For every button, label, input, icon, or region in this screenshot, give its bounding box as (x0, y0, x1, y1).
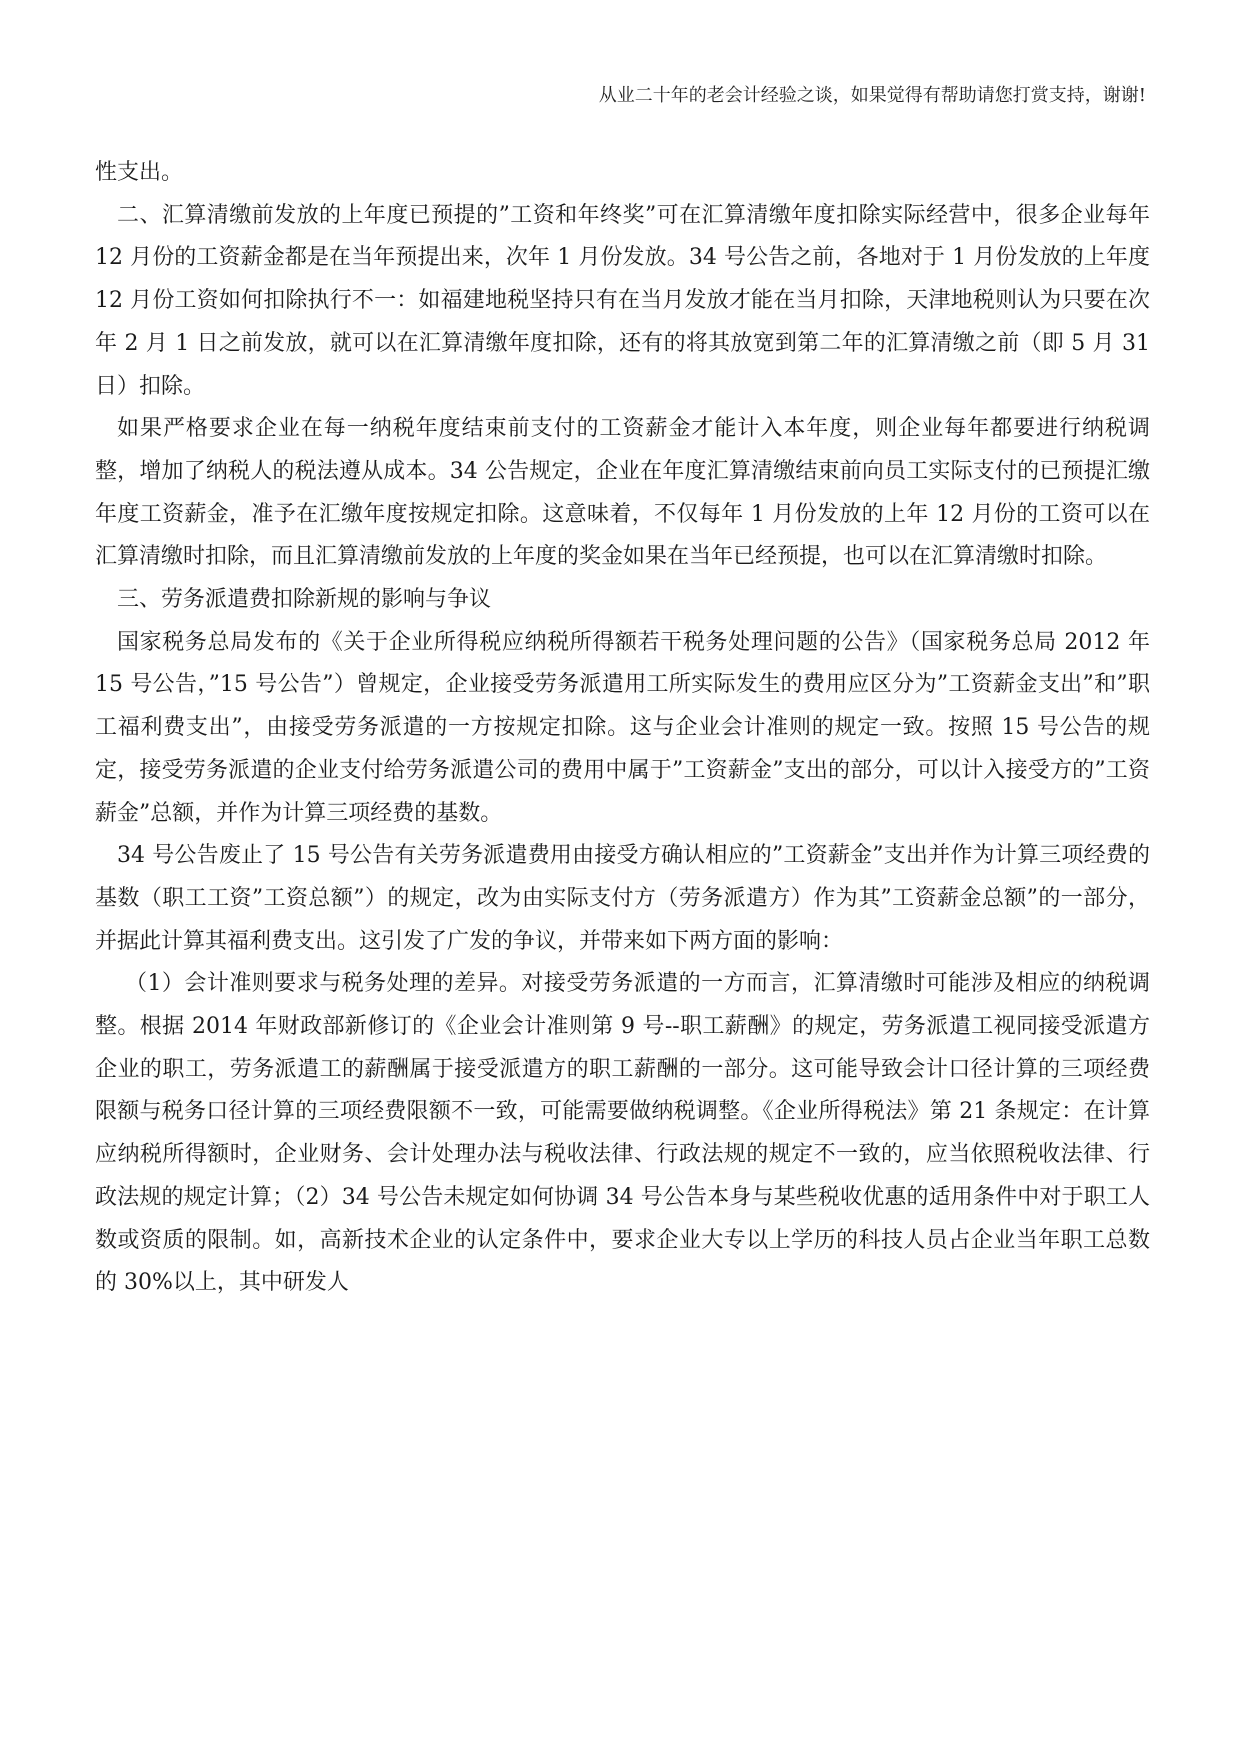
document-body (95, 152, 1150, 1305)
paragraph-announcement-15: 国家税务总局发布的《关于企业所得税应纳税所得额若干税务处理问题的公告》（国家税务总局 2012 年 15 号公告，”15 号公告”）曾规定，企业接受劳务派遣用工所实际发生的费用应区分为”工资薪金支出”和”职工福利费支出”，由接受劳务派遣的一方按规定扣除。这与企业会计准则的规定一致。按照 15 号公告的规定，接受劳务派遣的企业支付给劳务派遣公司的费用中属于”工资薪金”支出的部分，可以计入接受方的”工资薪金”总额，并作为计算三项经费的基数。 (95, 629, 1150, 826)
paragraph-strict-requirement: 如果严格要求企业在每一纳税年度结束前支付的工资薪金才能计入本年度，则企业每年都要进行纳税调整，增加了纳税人的税法遵从成本。34 公告规定，企业在年度汇算清缴结束前向员工实际支付的已预提汇缴年度工资薪金，准予在汇缴年度按规定扣除。这意味着，不仅每年 1 月份发放的上年 12 月份的工资可以在汇算清缴时扣除，而且汇算清缴前发放的上年度的奖金如果在当年已经预提，也可以在汇算清缴时扣除。 (95, 416, 1150, 570)
paragraph-continuation: 性支出。 (95, 160, 184, 185)
paragraph-section-two: 二、汇算清缴前发放的上年度已预提的”工资和年终奖”可在汇算清缴年度扣除实际经营中，很多企业每年 12 月份的工资薪金都是在当年预提出来，次年 1 月份发放。34 号公告之前，各地对于 1 月份发放的上年度 12 月份工资如何扣除执行不一：如福建地税坚持只有在当月发放才能在当月扣除，天津地税则认为只要在次年 2 月 1 日之前发放，就可以在汇算清缴年度扣除，还有的将其放宽到第二年的汇算清缴之前（即 5 月 31 日）扣除。 (95, 202, 1150, 399)
paragraph-impacts: （1）会计准则要求与税务处理的差异。对接受劳务派遣的一方而言，汇算清缴时可能涉及相应的纳税调整。根据 2014 年财政部新修订的《企业会计准则第 9 号--职工薪酬》的规定，劳务派遣工视同接受派遣方企业的职工，劳务派遣工的薪酬属于接受派遣方的职工薪酬的一部分。这可能导致会计口径计算的三项经费限额与税务口径计算的三项经费限额不一致，可能需要做纳税调整。《企业所得税法》第 21 条规定：在计算应纳税所得额时，企业财务、会计处理办法与税收法律、行政法规的规定不一致的，应当依照税收法律、行政法规的规定计算；（2）34 号公告未规定如何协调 34 号公告本身与某些税收优惠的适用条件中对于职工人数或资质的限制。如，高新技术企业的认定条件中，要求企业大专以上学历的科技人员占企业当年职工总数的 30%以上，其中研发人 (95, 971, 1150, 1296)
paragraph-announcement-34: 34 号公告废止了 15 号公告有关劳务派遣费用由接受方确认相应的”工资薪金”支出并作为计算三项经费的基数（职工工资”工资总额”）的规定，改为由实际支付方（劳务派遣方）作为其”工资薪金总额”的一部分，并据此计算其福利费支出。这引发了广发的争议，并带来如下两方面的影响： (95, 843, 1150, 954)
page-header-tagline: 从业二十年的老会计经验之谈，如果觉得有帮助请您打赏支持，谢谢! (598, 85, 1146, 106)
section-heading-three: 三、劳务派遣费扣除新规的影响与争议 (117, 587, 492, 613)
